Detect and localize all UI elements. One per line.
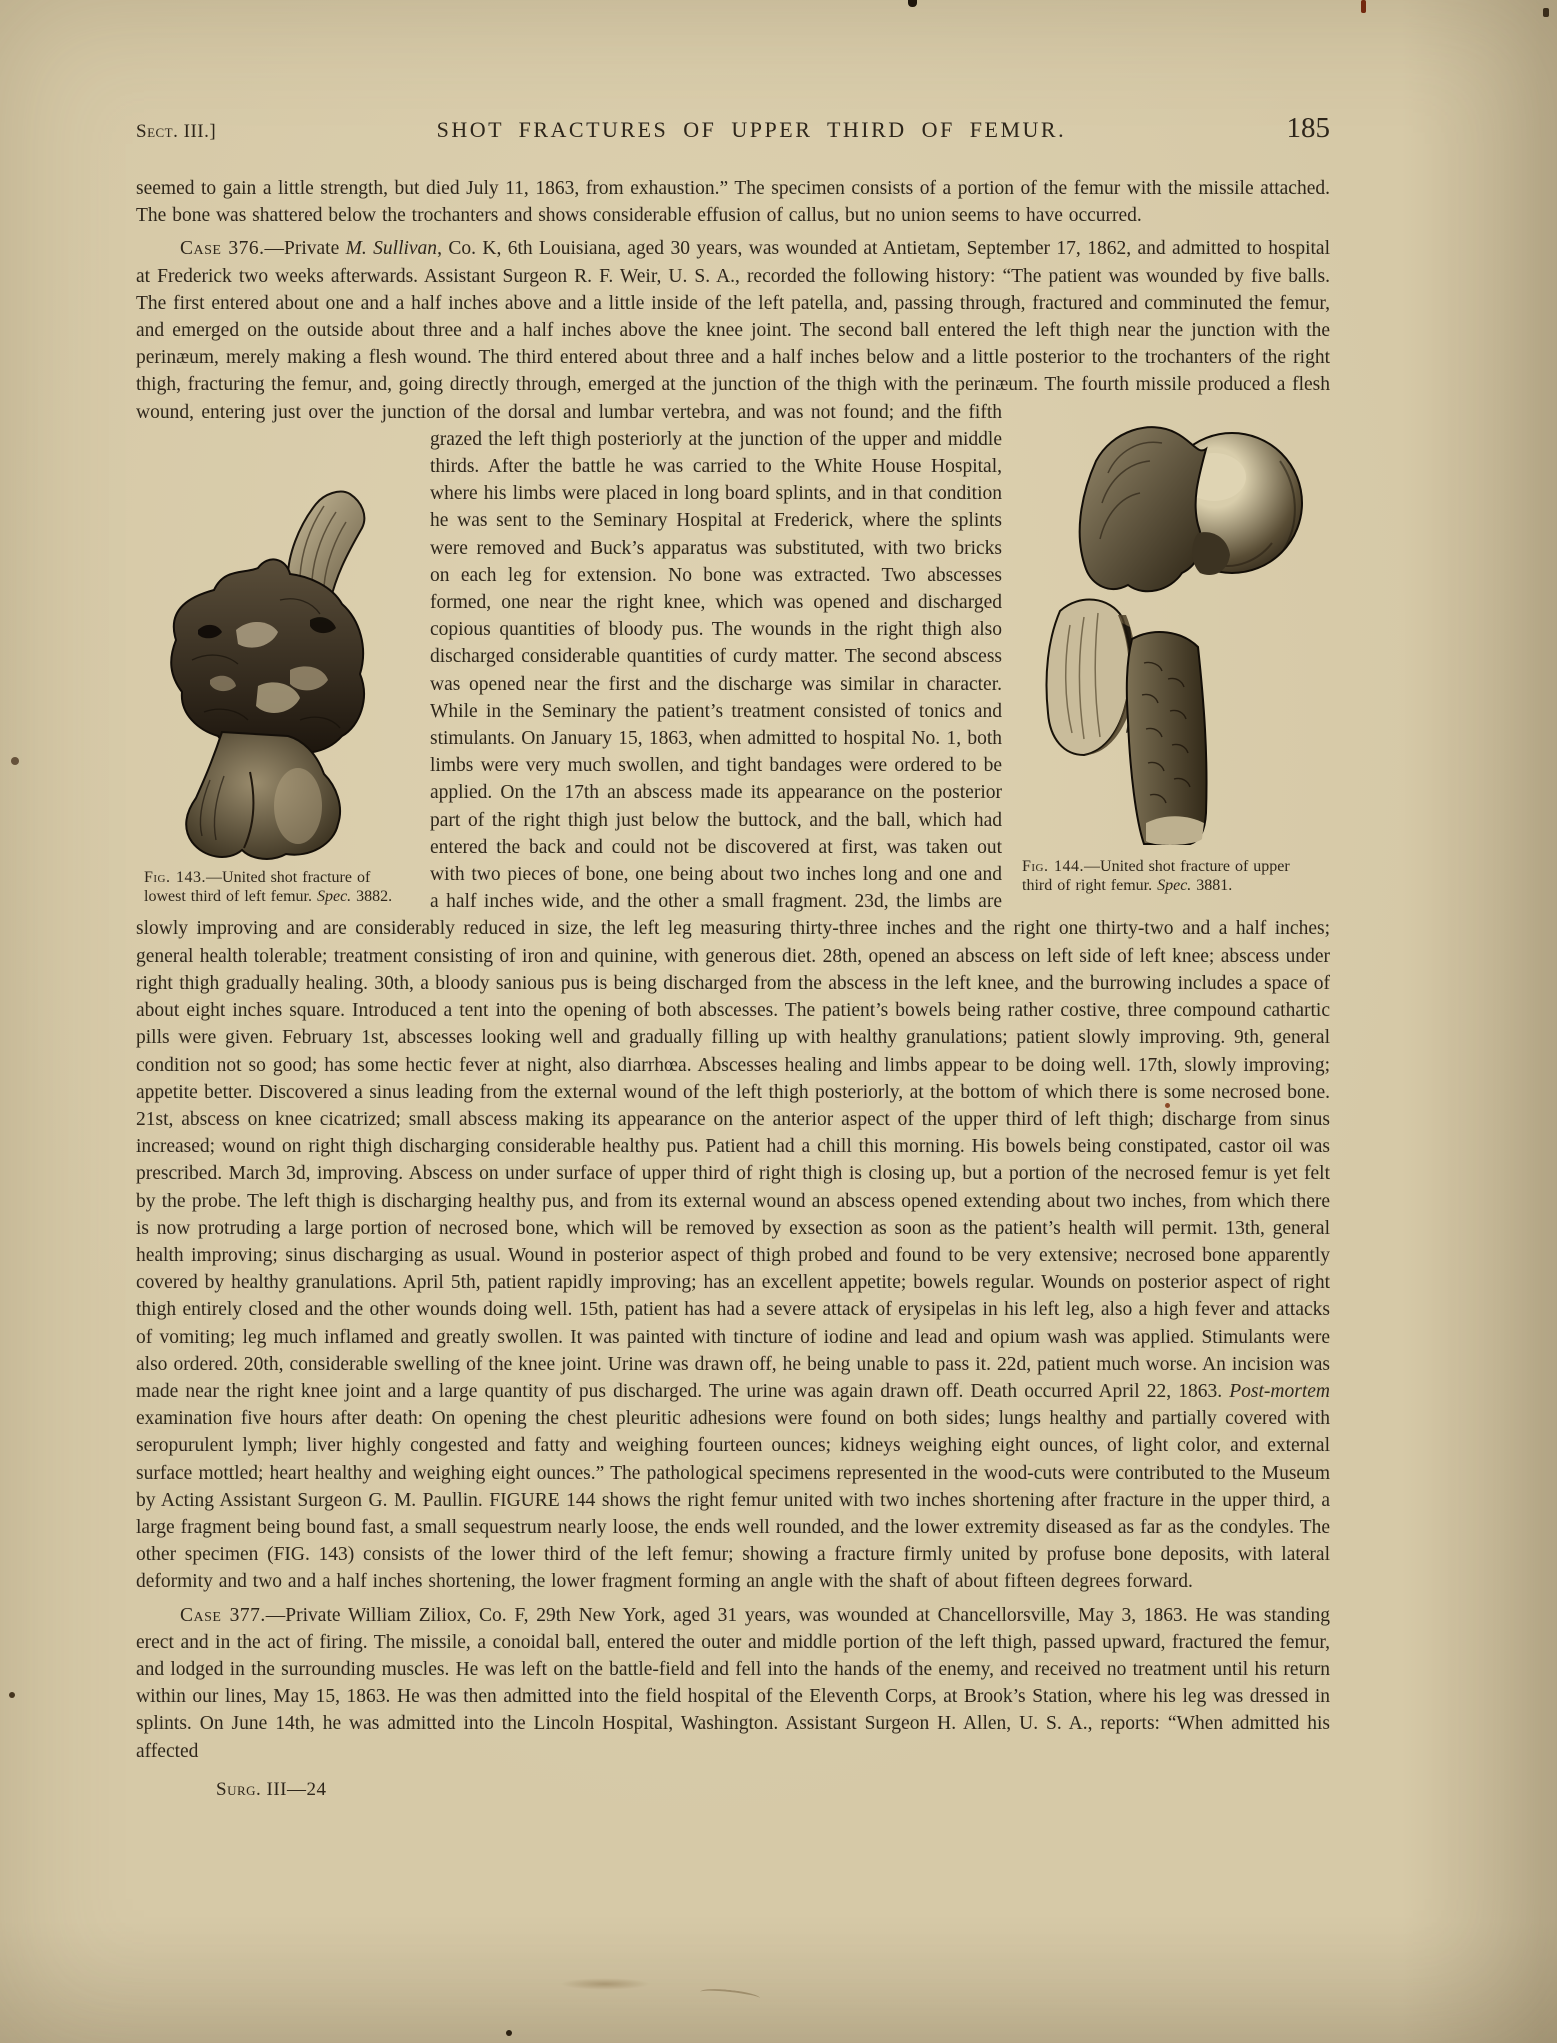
figure-143-label: Fig. 143. <box>144 868 207 886</box>
paragraph-case-376 <box>136 235 1330 1595</box>
figure-143-caption: Fig. 143.—United shot fracture of lowest third of left femur. Spec. 3882. <box>144 868 393 906</box>
scan-mark-edge <box>1543 8 1549 17</box>
case-text: —Private William Ziliox, Co. F, 29th New York, aged 31 years, was wounded at Chancellorsville, May 3, 1863. He was standing erect and in the act of firing. The missile, a conoidal ball, entered the outer and middle portion of the left thigh, passed upward, fractured the femur, and lodged in the surrounding muscles. He was left on the battle-field and fell into the hands of the enemy, and received no treatment until his return within our lines, May 15, 1863. He was then admitted into the field hospital of the Eleventh Corps, at Brook’s Station, where his leg was dressed in splints. On June 14th, he was admitted into the Lincoln Hospital, Washington. Assistant Surgeon H. Allen, U. S. A., reports: “When admitted his affected <box>136 1604 1330 1762</box>
figure-144-caption: Fig. 144.—United shot fracture of upper third of right femur. Spec. 3881. <box>1022 857 1290 895</box>
page-number: 185 <box>1286 112 1330 144</box>
paragraph-continuation: seemed to gain a little strength, but died July 11, 1863, from exhaustion.” The specimen consists of a portion of the femur with the missile attached. The bone was shattered below the trochanters and shows considerable effusion of callus, but no union seems to have occurred. <box>136 178 1330 227</box>
figure-143-illustration <box>140 480 402 862</box>
case-text: examination five hours after death: On opening the chest pleuritic adhesions were found on both sides; lungs healthy and partially covered with seropurulent lymph; liver highly congested and fatty and weighing fourteen ounces; kidneys weighing eight ounces, of light color, and external surface mottled; heart healthy and weighing eight ounces.” The pathological specimens represented in the wood-cuts were contributed to the Museum by Acting Assistant Surgeon G. M. Paullin. FIGURE 144 shows the right femur united with two inches shortening after fracture in the upper third, a large fragment being bound fast, a small sequestrum nearly loose, the ends well rounded, and the lower extremity diseased as far as the condyles. The other specimen (FIG. 143) consists of the lower third of the left femur; showing a fracture firmly united by profuse bone deposits, with lateral deformity and two and a half inches shortening, the lower fragment forming an angle with the shaft of about fifteen degrees forward. <box>136 1408 1330 1593</box>
scan-mark-top <box>908 0 917 7</box>
signature-line <box>216 1779 1330 1801</box>
scan-mark-red <box>1361 0 1366 13</box>
case-text: the fifth grazed the left thigh posteriorly at the junction of the upper and middle thirds. After the battle he was carried to the White House Hospital, where his limbs were placed in long board splints, and in that condition he was sent to the Seminary Hospital at Frederick, where the splints were removed and Buck’s apparatus was substituted, with two bricks on each leg for extension. No bone was extracted. Two abscesses formed, one near the right knee, which was opened and discharged copious quantities of bloody pus. The wounds in the right thigh also discharged considerable quantities of curdy matter. The second abscess was opened near the first and the discharge was similar in character. While in the Seminary the patient’s treatment consisted of tonics and stimulants. On January 15, 1863, when admitted to hospital No. 1, both limbs were very much swollen, and tight bandages were ordered to be applied. On the 17th an abscess made its appearance on the posterior part of the right thigh just below the buttock, and the ball, which had entered the back and could not be discovered at first, was taken out with two pieces of bone, one being about two inches long and one and a half inches wide, and the other a small fragment. 23d, the limbs are slowly improving and are considerably reduced in size, the left leg measuring thirty-three inches and the right one thirty-two and a half inches; general health tolerable; treatment consisting of iron and quinine, <box>136 401 1330 967</box>
paper-speck <box>11 757 19 765</box>
figure-144-label: Fig. 144. <box>1022 857 1085 875</box>
case-text: with generous diet. 28th, opened an abscess on left side of left knee; abscess under right thigh gradually healing. 30th, a bloody sanious pus is being discharged from the abscess in the left knee, and the burrowing includes a space of about eight inches square. Introduced a tent into the opening of both abscesses. The patient’s bowels being rather costive, three compound cathartic pills were given. February 1st, abscesses looking well and gradually filling up with healthy granulations; patient slowly improving. 9th, general condition not so good; has some hectic fever at night, also diarrhœa. Abscesses healing and limbs appear to be doing well. 17th, slowly improving; appetite better. Discovered a sinus leading from the external wound of the left thigh posteriorly, at the bottom of which there is some necrosed bone. 21st, abscess on knee cicatrized; small abscess making its appearance on the anterior aspect of the upper third of left thigh; discharge from sinus increased; wound on right thigh discharging considerable healthy pus. Patient had a chill this morning. His bowels being constipated, castor oil was prescribed. March 3d, improving. Abscess on under surface of upper third of right thigh is closing up, but a portion of the necrosed femur is yet felt by the probe. The left thigh is discharging healthy pus, and from its external wound an abscess opened extending about two inches, from which there is now protruding a large portion of necrosed bone, which will be removed by exsection as soon as the patient’s health will permit. 13th, general health improving; sinus discharging as usual. Wound in posterior aspect of thigh probed and found to be very extensive; necrosed bone apparently covered by healthy granulations. April 5th, patient rapidly improving; has an excellent appetite; bowels regular. Wounds on posterior aspect of right thigh entirely closed and the other wounds doing well. 15th, patient has had a severe attack of erysipelas in his left leg, also a high fever and attacks of vomiting; leg much inflamed and greatly swollen. It was painted with tincture of iodine and lead and opium wash was applied. Stimulants were also ordered. 20th, considerable swelling of the knee joint. Urine was drawn off, he being unable to pass it. 22d, patient much worse. An incision was made near the right knee joint and a large quantity of pus discharged. The urine was again drawn off. Death occurred April 22, 1863. <box>136 945 1330 1402</box>
page-header <box>136 112 1330 145</box>
paper-speck <box>506 2030 512 2036</box>
case-label: Case 376. <box>180 238 265 260</box>
paragraph-case-377 <box>136 1602 1330 1765</box>
patient-name: M. Sullivan <box>345 238 438 260</box>
section-label: Sect. III.] <box>136 121 217 142</box>
figure-144-illustration <box>1022 403 1324 851</box>
signature-text: Surg. III—24 <box>216 1778 327 1800</box>
paper-speck <box>9 1692 15 1698</box>
case-text: —Private <box>264 238 346 260</box>
case-text: , Co. K, 6th Louisiana, aged 30 years, was wounded at Antietam, September 17, 1862, and admitted to hospital at Frederick two weeks afterwards. Assistant Surgeon R. F. Weir, U. S. A., recorded the following history: “The patient was wounded by five balls. The first entered about one and a half inches above and a little inside of the left patella, and, passing through, fractured and comminuted the femur, and emerged on the outside about three and a half inches above the knee joint. The second ball entered the left thigh near the junction with the perinæum, merely making a flesh wound. The third entered about three and a half inches below and a little posterior to the trochanters of the right thigh, fracturing the femur, and, going directly through, emerged at the junction of the thigh with the perinæum. The fourth missile produced a flesh wound, entering just over the junction of the dorsal and lumbar vertebra, and was not found; and <box>136 238 1330 423</box>
paper-smudge <box>700 1987 761 2003</box>
paper-smudge <box>560 1978 650 1990</box>
page-title: SHOT FRACTURES OF UPPER THIRD OF FEMUR. <box>436 117 1067 142</box>
figure-143 <box>140 480 408 907</box>
page-content <box>136 112 1330 1801</box>
figure-144 <box>1022 403 1330 896</box>
body-text <box>136 175 1330 1801</box>
postmortem-italic: Post-mortem <box>1229 1380 1330 1402</box>
case-label: Case 377. <box>180 1604 266 1626</box>
